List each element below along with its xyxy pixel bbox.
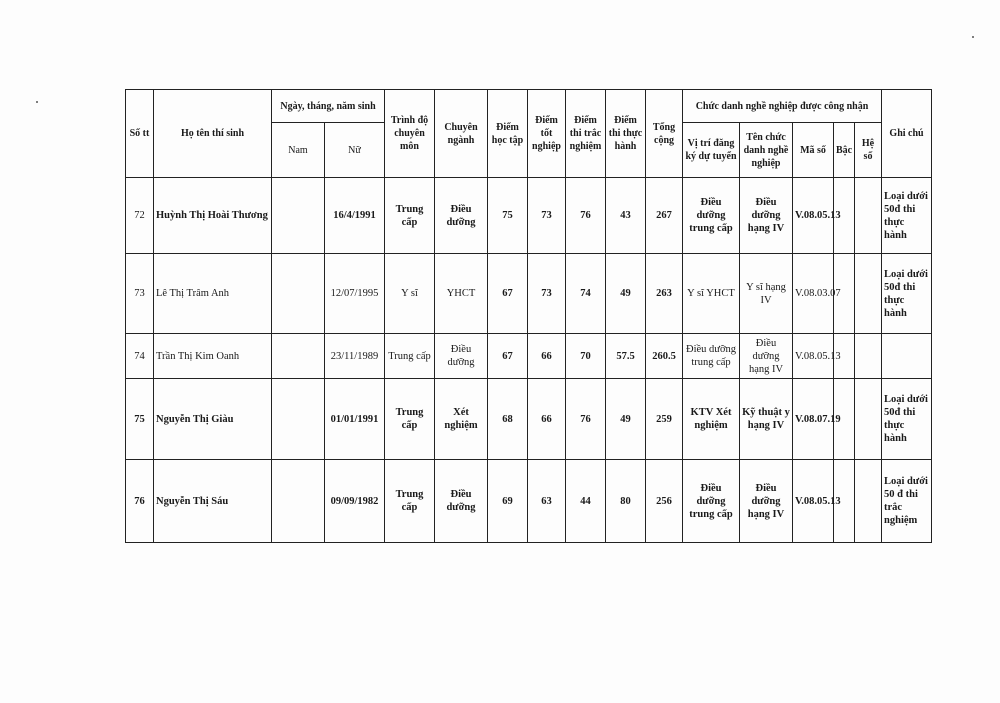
col-header-qualification: Trình độ chuyên môn xyxy=(385,90,435,178)
row-mcq-score: 76 xyxy=(566,379,606,460)
row-qualification: Trung cấp xyxy=(385,379,435,460)
row-title-name: Điều dưỡng hạng IV xyxy=(740,460,793,543)
col-header-male: Nam xyxy=(272,123,325,178)
col-header-title-group: Chức danh nghề nghiệp được công nhận xyxy=(683,90,882,123)
row-mcq-score: 44 xyxy=(566,460,606,543)
row-qualification: Trung cấp xyxy=(385,334,435,379)
row-male-dob xyxy=(272,334,325,379)
row-study-score: 69 xyxy=(488,460,528,543)
row-coefficient xyxy=(855,254,882,334)
row-notes: Loại dưới 50đ thi thực hành xyxy=(882,254,932,334)
row-stt: 72 xyxy=(126,178,154,254)
row-position: Điều dưỡng trung cấp xyxy=(683,178,740,254)
row-position: Điều dưỡng trung cấp xyxy=(683,334,740,379)
row-name: Huỳnh Thị Hoài Thương xyxy=(154,178,272,254)
row-name: Trần Thị Kim Oanh xyxy=(154,334,272,379)
row-position: KTV Xét nghiệm xyxy=(683,379,740,460)
col-header-graduation-score: Điểm tốt nghiệp xyxy=(528,90,566,178)
col-header-dob: Ngày, tháng, năm sinh xyxy=(272,90,385,123)
row-study-score: 67 xyxy=(488,334,528,379)
col-header-name: Họ tên thí sinh xyxy=(154,90,272,178)
table-row xyxy=(126,379,932,460)
row-notes: Loại dưới 50đ thi thực hành xyxy=(882,178,932,254)
row-total: 267 xyxy=(646,178,683,254)
row-total: 256 xyxy=(646,460,683,543)
row-study-score: 68 xyxy=(488,379,528,460)
row-coefficient xyxy=(855,460,882,543)
row-major: Điều dưỡng xyxy=(435,334,488,379)
table-row xyxy=(126,460,932,543)
row-name: Nguyễn Thị Sáu xyxy=(154,460,272,543)
table-row xyxy=(126,334,932,379)
row-total: 263 xyxy=(646,254,683,334)
row-title-name: Điều dưỡng hạng IV xyxy=(740,334,793,379)
row-notes: Loại dưới 50 đ thi trắc nghiệm xyxy=(882,460,932,543)
row-name: Nguyễn Thị Giàu xyxy=(154,379,272,460)
row-code: V.08.05.13 xyxy=(793,460,834,543)
row-graduation-score: 66 xyxy=(528,334,566,379)
row-coefficient xyxy=(855,178,882,254)
row-female-dob: 09/09/1982 xyxy=(325,460,385,543)
row-study-score: 67 xyxy=(488,254,528,334)
row-qualification: Trung cấp xyxy=(385,460,435,543)
row-male-dob xyxy=(272,254,325,334)
col-header-notes: Ghi chú xyxy=(882,90,932,178)
row-total: 260.5 xyxy=(646,334,683,379)
scan-speck xyxy=(972,36,974,38)
row-coefficient xyxy=(855,334,882,379)
row-practical-score: 49 xyxy=(606,379,646,460)
row-graduation-score: 63 xyxy=(528,460,566,543)
row-female-dob: 12/07/1995 xyxy=(325,254,385,334)
row-stt: 73 xyxy=(126,254,154,334)
scan-speck xyxy=(36,101,38,103)
row-graduation-score: 66 xyxy=(528,379,566,460)
row-graduation-score: 73 xyxy=(528,178,566,254)
col-header-grade: Bậc xyxy=(834,123,855,178)
row-code: V.08.07.19 xyxy=(793,379,834,460)
row-major: Điều dưỡng xyxy=(435,178,488,254)
row-practical-score: 43 xyxy=(606,178,646,254)
row-coefficient xyxy=(855,379,882,460)
row-position: Y sĩ YHCT xyxy=(683,254,740,334)
col-header-code: Mã số xyxy=(793,123,834,178)
row-practical-score: 57.5 xyxy=(606,334,646,379)
candidate-results-table xyxy=(125,89,932,543)
row-mcq-score: 74 xyxy=(566,254,606,334)
row-notes: Loại dưới 50đ thi thực hành xyxy=(882,379,932,460)
row-code: V.08.05.13 xyxy=(793,178,834,254)
row-practical-score: 49 xyxy=(606,254,646,334)
col-header-practical-score: Điểm thi thực hành xyxy=(606,90,646,178)
row-mcq-score: 70 xyxy=(566,334,606,379)
row-code: V.08.03.07 xyxy=(793,254,834,334)
row-female-dob: 16/4/1991 xyxy=(325,178,385,254)
col-header-study-score: Điểm học tập xyxy=(488,90,528,178)
row-title-name: Y sĩ hạng IV xyxy=(740,254,793,334)
row-stt: 75 xyxy=(126,379,154,460)
row-male-dob xyxy=(272,460,325,543)
row-stt: 74 xyxy=(126,334,154,379)
col-header-coefficient: Hệ số xyxy=(855,123,882,178)
row-position: Điều dưỡng trung cấp xyxy=(683,460,740,543)
row-female-dob: 01/01/1991 xyxy=(325,379,385,460)
row-mcq-score: 76 xyxy=(566,178,606,254)
col-header-position: Vị trí đăng ký dự tuyển xyxy=(683,123,740,178)
row-major: Điều dưỡng xyxy=(435,460,488,543)
row-male-dob xyxy=(272,178,325,254)
row-qualification: Y sĩ xyxy=(385,254,435,334)
row-male-dob xyxy=(272,379,325,460)
row-name: Lê Thị Trâm Anh xyxy=(154,254,272,334)
col-header-female: Nữ xyxy=(325,123,385,178)
row-female-dob: 23/11/1989 xyxy=(325,334,385,379)
table-row xyxy=(126,178,932,254)
col-header-mcq-score: Điểm thi trắc nghiệm xyxy=(566,90,606,178)
row-title-name: Kỹ thuật y hạng IV xyxy=(740,379,793,460)
row-major: Xét nghiệm xyxy=(435,379,488,460)
row-major: YHCT xyxy=(435,254,488,334)
col-header-stt: Số tt xyxy=(126,90,154,178)
row-graduation-score: 73 xyxy=(528,254,566,334)
col-header-title-name: Tên chức danh nghề nghiệp xyxy=(740,123,793,178)
row-code: V.08.05.13 xyxy=(793,334,834,379)
row-practical-score: 80 xyxy=(606,460,646,543)
table-row xyxy=(126,254,932,334)
row-qualification: Trung cấp xyxy=(385,178,435,254)
row-total: 259 xyxy=(646,379,683,460)
row-study-score: 75 xyxy=(488,178,528,254)
row-notes xyxy=(882,334,932,379)
col-header-total: Tổng cộng xyxy=(646,90,683,178)
row-stt: 76 xyxy=(126,460,154,543)
row-title-name: Điều dưỡng hạng IV xyxy=(740,178,793,254)
col-header-major: Chuyên ngành xyxy=(435,90,488,178)
